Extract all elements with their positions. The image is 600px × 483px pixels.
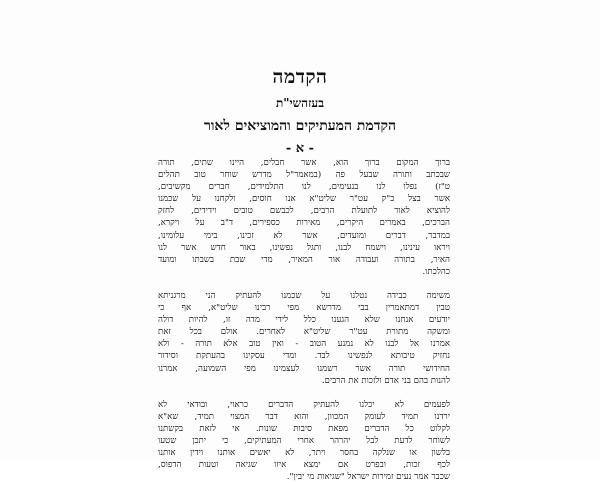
- text-line: משימה כבידה נטלנו על שכמנו להעתיק הני מרגניתא: [158, 290, 450, 301]
- text-line: לשוחר לדעת לבל יהרהר אחרי המעתיקים, כי יתכן שטעו: [158, 435, 450, 446]
- document-body: [158, 157, 450, 483]
- text-line: להוציא לאור לתועלת הרבים, לכבשם טובים וידידים, לחזק: [158, 206, 450, 217]
- page-subtitle: בעזהשי"ת: [275, 96, 325, 110]
- text-line: ויראו עינינו, וישמח לבנו, ותגל נפשינו, באור חדש אשר לנו: [158, 242, 450, 253]
- section-heading: הקדמת המעתיקים והמוציאים לאור: [203, 118, 397, 134]
- text-line: אשר בצל כ"ק עט"ר שליט"א אנו חוסים, ולקחנו על שכמנו: [158, 194, 450, 205]
- text-line: אמרנו אל לבנו לא נמנע הטוב - ואין טוב אלא תורה - ולא: [158, 339, 450, 350]
- text-line: להנות בהם בני אדם ולזכות את הרבים.: [321, 375, 450, 386]
- paragraph-2: [158, 290, 450, 387]
- text-line: במדבר, דברים ומועדים, אשר לא זכינו, בימי עלומינו,: [158, 230, 450, 241]
- paragraph-3: [158, 399, 450, 483]
- text-line: כהלכתו.: [422, 266, 450, 277]
- text-line: החידושי תורה אשר רשמנו לעצמינו מפי השמועה, אמרנו: [158, 363, 450, 374]
- text-line: שכבר אמר נעים זמירות ישראל "שגיאות מי יבין".: [286, 472, 450, 483]
- text-line: ט"ז) נפלו לנו בנעימים, לנו התלמידים, חברים מקשיבים,: [158, 182, 450, 193]
- text-line: ירדנו תמיד לעומק המכוון, והוא דבר המצוי תמיד, שא"א: [158, 411, 450, 422]
- text-line: לקלוט כל הדברים מפאת סיבות שונות. אי לזאת בקשתנו: [158, 423, 450, 434]
- text-line: האיר, בתורה ועבודה אור המאיר, מדי שבת בשבתו ומועד: [158, 254, 450, 265]
- text-line: ברוך המקום ברוך הוא, אשר חבלים, היינו שתים, תורה: [158, 158, 450, 168]
- text-line: הברכים, באמרים היקרים, מאירות כספירים, ד"ב על ויקרא,: [158, 218, 450, 229]
- text-line: טבין דמתאמרין בבי מדרשא מפי רבינו שליט"א, אף כי: [158, 303, 450, 314]
- section-number: - א -: [285, 141, 315, 156]
- text-line: ומשקה מתורת עט"ר שליט"א לאחרים. אולם בכל זאת: [158, 327, 450, 338]
- text-line: שבכתב ותורה שבעל פה (במאמר"ל מדרש שוחר טוב תהלים: [158, 170, 450, 181]
- paragraph-1: [158, 157, 450, 278]
- text-line: בלשון או שנלקה בחסר ויתר, לא יאשים אותנו וידין אותנו: [158, 448, 450, 459]
- text-line: לכף זכות, ובפרט אם ימצא איזו שגיאה וטעות הדפוס,: [158, 460, 450, 471]
- text-line: יודעים אנחנו שלא הגענו כלל לידי מדה זו, להיות דולה: [158, 315, 450, 326]
- page-title: הקדמה: [272, 66, 328, 88]
- text-line: לפעמים לא יכלנו להעתיק הדברים כראוי, ובודאי לא: [158, 399, 450, 410]
- text-line: נחזיק טיבותא לנפשינו לבד. ומדי עסקינו בהעתקת וסידור: [158, 351, 450, 362]
